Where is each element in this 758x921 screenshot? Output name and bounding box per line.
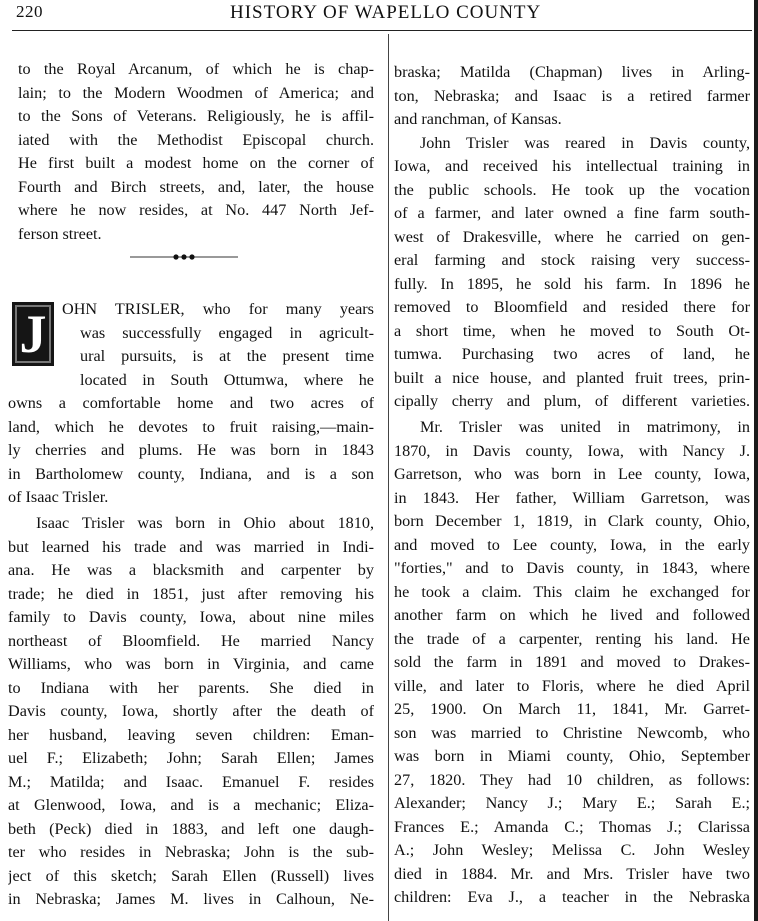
text-line: he took a claim. This claim he exchanged for bbox=[394, 582, 750, 601]
text-line: ferson street. bbox=[18, 224, 102, 243]
text-line: iated with the Methodist Episcopal church. bbox=[18, 130, 374, 149]
text-line: died in 1884. Mr. and Mrs. Trisler have two bbox=[394, 864, 750, 883]
text-line: was successfully engaged in agricult- bbox=[80, 323, 374, 342]
text-line: 27, 1820. They had 10 children, as follows: bbox=[394, 770, 750, 789]
text-line: located in South Ottumwa, where he bbox=[80, 370, 374, 389]
page-number: 220 bbox=[16, 2, 43, 21]
text-line: children: Eva J., a teacher in the Nebraska bbox=[394, 888, 750, 906]
text-line: west of Drakesville, where he carried on gen- bbox=[394, 227, 750, 246]
text-line: John Trisler was reared in Davis county, bbox=[420, 133, 750, 152]
text-line: but learned his trade and was married in Indi- bbox=[8, 537, 374, 556]
text-line: family to Davis county, Iowa, about nine miles bbox=[8, 608, 374, 626]
text-line: removed to Bloomfield and resided there for bbox=[394, 298, 750, 316]
text-line: the public schools. He took up the vocation bbox=[394, 180, 750, 199]
text-line: Fourth and Birch streets, and, later, the house bbox=[18, 177, 374, 196]
running-title: HISTORY OF WAPELLO COUNTY bbox=[230, 2, 542, 23]
text-line: eral farming and stock raising very success- bbox=[394, 251, 750, 269]
text-line: Alexander; Nancy J.; Mary E.; Sarah E.; bbox=[394, 794, 750, 812]
text-line: OHN TRISLER, who for many years bbox=[62, 300, 374, 318]
text-line: lain; to the Modern Woodmen of America; and bbox=[18, 83, 374, 102]
text-line: Frances E.; Amanda C.; Thomas J.; Clarissa bbox=[394, 817, 750, 836]
text-line: of a farmer, and later owned a fine farm south- bbox=[394, 204, 750, 222]
text-line: born December 1, 1819, in Clark county, Ohio, bbox=[394, 512, 750, 530]
text-line: trade; he died in 1851, just after removing his bbox=[8, 584, 374, 603]
text-line: Mr. Trisler was united in matrimony, in bbox=[420, 418, 750, 436]
text-line: Davis county, Iowa, shortly after the death of bbox=[8, 702, 374, 720]
text-line: M.; Matilda; and Isaac. Emanuel F. resides bbox=[8, 772, 374, 791]
text-line: fully. In 1895, he sold his farm. In 1896 he bbox=[394, 274, 750, 293]
page-header bbox=[0, 0, 758, 34]
text-line: Isaac Trisler was born in Ohio about 1810, bbox=[36, 514, 374, 532]
text-line: ville, and later to Floris, where he died April bbox=[394, 676, 750, 695]
text-line: Iowa, and received his intellectual training in bbox=[394, 157, 750, 175]
text-line: was born in Miami county, Ohio, September bbox=[394, 747, 750, 765]
text-line: at Glenwood, Iowa, and is a mechanic; Eliza- bbox=[8, 796, 374, 814]
text-line: A.; John Wesley; Melissa C. John Wesley bbox=[394, 841, 750, 859]
text-line: her husband, leaving seven children: Eman- bbox=[8, 725, 374, 744]
text-line: tumwa. Purchasing two acres of land, he bbox=[394, 345, 750, 363]
text-line: He first built a modest home on the corner of bbox=[18, 154, 374, 172]
text-line: ter who resides in Nebraska; John is the sub- bbox=[8, 843, 374, 861]
text-line: another farm on which he lived and followed bbox=[394, 606, 750, 624]
text-line: to the Royal Arcanum, of which he is chap- bbox=[18, 60, 374, 78]
text-line: 1870, in Davis county, Iowa, with Nancy J. bbox=[394, 441, 750, 460]
text-line: and ranchman, of Kansas. bbox=[394, 110, 562, 128]
text-line: where he now resides, at No. 447 North Jef- bbox=[18, 201, 374, 219]
text-line: cipally cherry and plum, of different varieties. bbox=[394, 392, 750, 410]
text-line: ana. He was a blacksmith and carpenter by bbox=[8, 561, 374, 579]
text-line: ly cherries and plums. He was born in 1843 bbox=[8, 441, 374, 459]
text-line: ton, Nebraska; and Isaac is a retired farmer bbox=[394, 86, 750, 105]
text-line: Williams, who was born in Virginia, and came bbox=[8, 655, 374, 673]
text-line: beth (Peck) died in 1883, and left one daugh- bbox=[8, 819, 374, 838]
text-line: sold the farm in 1891 and moved to Drakes- bbox=[394, 653, 750, 671]
text-line: son was married to Christine Newcomb, who bbox=[394, 723, 750, 742]
text-line: built a nice house, and planted fruit trees, prin- bbox=[394, 368, 750, 387]
text-line: and moved to Lee county, Iowa, in the early bbox=[394, 535, 750, 554]
column-divider bbox=[388, 34, 389, 921]
text-line: land, which he devotes to fruit raising,—main- bbox=[8, 417, 374, 436]
text-line: in 1843. Her father, William Garretson, was bbox=[394, 488, 750, 507]
text-line: northeast of Bloomfield. He married Nancy bbox=[8, 631, 374, 650]
text-line: owns a comfortable home and two acres of bbox=[8, 394, 374, 412]
text-line: in Bartholomew county, Indiana, and is a son bbox=[8, 464, 374, 483]
text-line: of Isaac Trisler. bbox=[8, 488, 109, 506]
text-line: ural pursuits, is at the present time bbox=[80, 347, 374, 365]
text-line: in Nebraska; James M. lives in Calhoun, Ne- bbox=[8, 890, 374, 908]
text-line: Garretson, who was born in Lee county, Iowa, bbox=[394, 465, 750, 483]
section-ornament bbox=[130, 251, 238, 263]
text-line: ject of this sketch; Sarah Ellen (Russell) lives bbox=[8, 866, 374, 885]
text-line: braska; Matilda (Chapman) lives in Arling- bbox=[394, 63, 750, 81]
header-rule bbox=[12, 30, 752, 31]
text-line: the trade of a carpenter, renting his land. He bbox=[394, 629, 750, 648]
text-line: "forties," and to Davis county, in 1843, where bbox=[394, 559, 750, 577]
text-line: 25, 1900. On March 11, 1841, Mr. Garret- bbox=[394, 700, 750, 718]
text-line: to Indiana with her parents. She died in bbox=[8, 678, 374, 697]
drop-cap: J bbox=[12, 302, 54, 366]
text-line: a short time, when he moved to South Ot- bbox=[394, 321, 750, 340]
text-line: to the Sons of Veterans. Religiously, he is affil- bbox=[18, 107, 374, 125]
text-line: uel F.; Elizabeth; John; Sarah Ellen; James bbox=[8, 749, 374, 767]
page-edge-shadow bbox=[754, 0, 758, 921]
